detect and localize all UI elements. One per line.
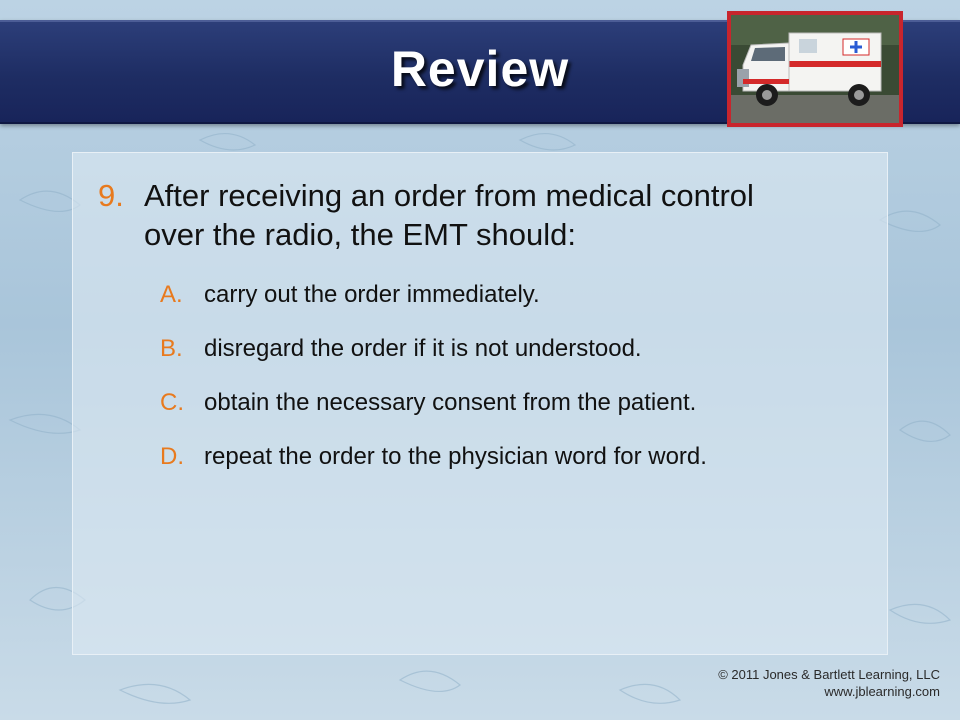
slide-title: Review (390, 41, 570, 97)
ambulance-icon (731, 15, 899, 123)
question-number: 9. (98, 178, 124, 213)
choice-letter: A. (160, 281, 183, 308)
choice-c (160, 388, 860, 418)
copyright-text: © 2011 Jones & Bartlett Learning, LLC (718, 667, 940, 682)
copyright-footer (718, 666, 940, 700)
question (98, 176, 818, 254)
answer-choices (160, 280, 860, 472)
choice-text: disregard the order if it is not understood. (204, 335, 642, 362)
website-text: www.jblearning.com (824, 684, 940, 699)
choice-b (160, 334, 860, 364)
question-text: After receiving an order from medical control over the radio, the EMT should: (144, 178, 754, 252)
choice-text: obtain the necessary consent from the patient. (204, 389, 697, 416)
choice-letter: D. (160, 443, 184, 470)
choice-d (160, 442, 860, 472)
choice-text: repeat the order to the physician word for word. (204, 443, 707, 470)
choice-text: carry out the order immediately. (204, 281, 540, 308)
choice-letter: B. (160, 335, 183, 362)
ambulance-photo (727, 11, 903, 127)
choice-letter: C. (160, 389, 184, 416)
choice-a (160, 280, 860, 310)
